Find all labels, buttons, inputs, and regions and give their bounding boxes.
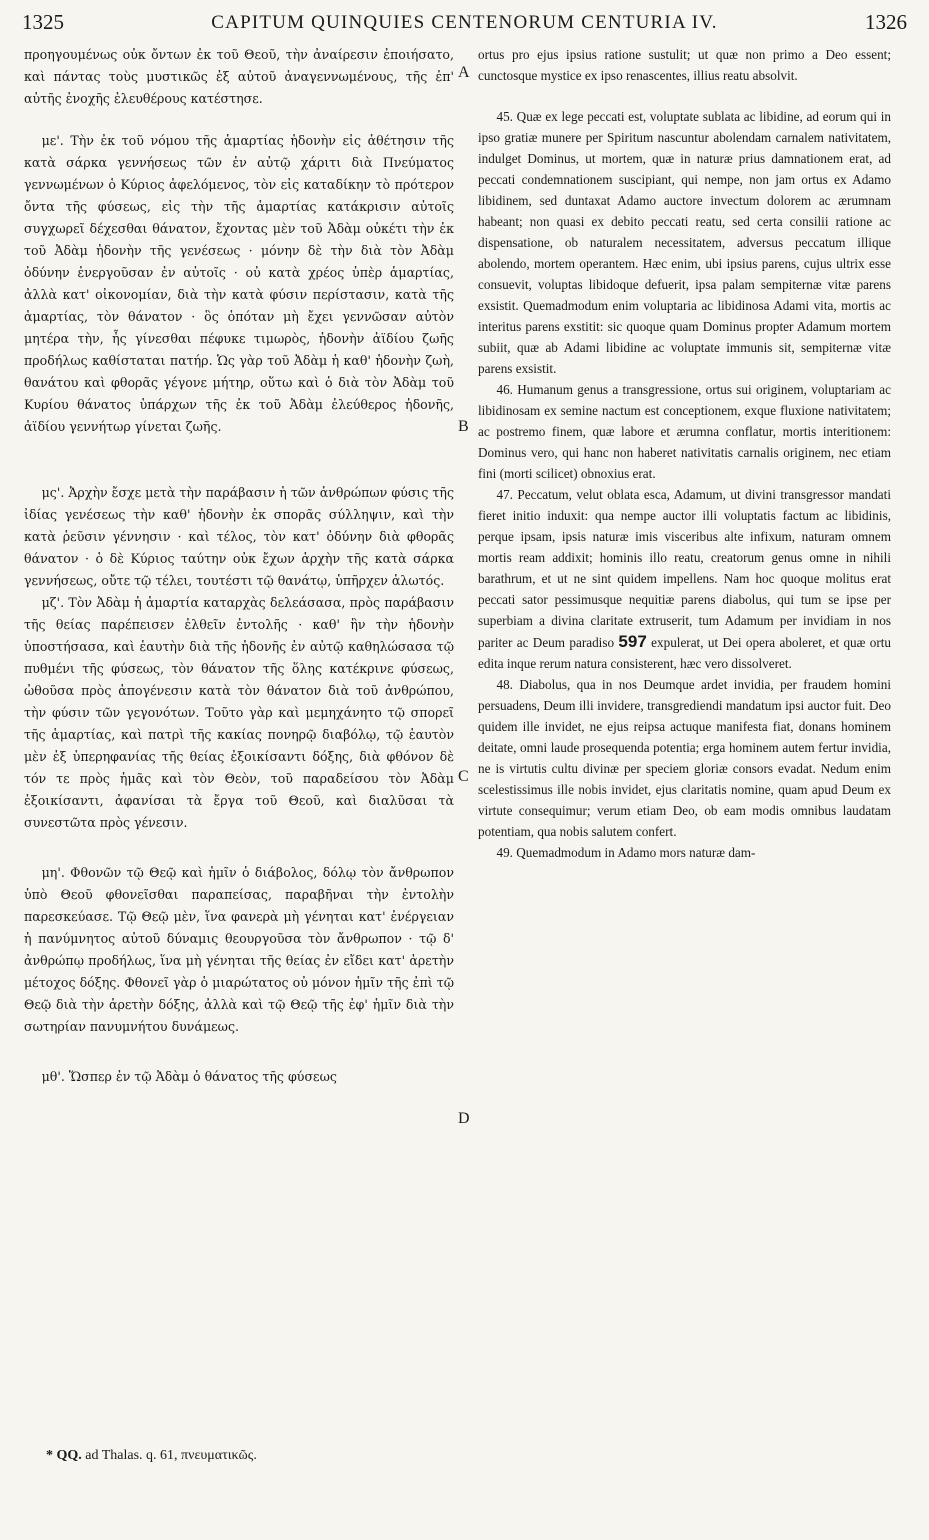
footnote-text: ad Thalas. q. 61, πνευματικῶς.	[85, 1448, 257, 1463]
running-title: CAPITUM QUINQUIES CENTENORUM CENTURIA IV.	[211, 12, 718, 33]
page-number-left: 1325	[22, 10, 64, 34]
greek-paragraph-49: μθ'. Ὥσπερ ἐν τῷ Ἀδὰμ ὁ θάνατος τῆς φύσεως	[41, 1069, 337, 1084]
margin-letter-a: A	[458, 64, 470, 81]
page-number-right: 1326	[865, 10, 907, 34]
footnote	[46, 1448, 257, 1464]
latin-paragraph-48: 48. Diabolus, qua in nos Deumque ardet invidia, per fraudem homini persuadens, Deum illi invidere, transgrediendi mandatum ipsi auctor fuit. Deo quidem ille invidet, ne ejus reipsa actuque manifesta fiat, donans hominem deitate, omni laude prosequenda potentia; erga hominem autem fertur invidia, ne is virtutis cultu divinæ per speciem gloriæ consors evadat. Nedum enim scelestissimus ille nobis invidet, ejus claritatis nomine, quam apud Deum ex virtute consequimur; verum etiam Deo, ob eam modis omnibus laudatam potentiam, qua nobis salutem confert.	[478, 677, 891, 839]
latin-paragraph-46: 46. Humanum genus a transgressione, ortus sui originem, voluptariam ac libidinosam ex semine nactum est conceptionem, exque fluxione nativitatem; ac postremo finem, quæ labore et ærumna conflatur, mortis interitionem: Dominus vero, qui hanc non haberet nativitatis carnalis originem, nec etiam fini (morti scilicet) obnoxius erat.	[478, 382, 891, 481]
greek-paragraph-47: μζ'. Τὸν Ἀδὰμ ἡ ἁμαρτία καταρχὰς δελεάσασα, πρὸς παράβασιν τῆς θείας παρέπεισεν ἐλθεῖν ἐντολῆς · καθ' ἣν τὴν ἡδονὴν ὑποστήσασα, καὶ ἑαυτὴν διὰ τῆς ἡδονῆς ἐν αὐτῷ καθηλώσασα τῷ πυθμένι τῆς φύσεως, τὸν θάνατον τῆς ὅλης κατέκρινε φύσεως, ὠθοῦσα πρὸς ἀπογένεσιν κατὰ τὸν θάνατον διὰ τοῦ ἀνθρώπου, τὴν φύσιν τῶν γεγονότων. Τοῦτο γὰρ καὶ μεμηχάνητο τῷ σπορεῖ τῆς ἁμαρτίας, καὶ πατρὶ τῆς κακίας πονηρῷ διαβόλῳ, τῷ ἑαυτὸν μὲν ἐξ ὑπερηφανίας τῆς θείας ἐξοικίσαντι δόξης, διὰ φθόνον δὲ τόν τε πρὸς ἡμᾶς καὶ τὸν Θεὸν, τοῦ παραδείσου τὸν Ἀδὰμ ἐξοικίσαντι, ἀφανίσαι τὰ ἔργα τοῦ Θεοῦ, καὶ διαλῦσαι τὰ συνεστῶτα πρὸς γένεσιν.	[24, 595, 454, 830]
margin-letter-d: D	[458, 1110, 470, 1127]
greek-column	[24, 44, 454, 1088]
latin-paragraph-47	[478, 484, 891, 674]
latin-paragraph-47-part-1: 47. Peccatum, velut oblata esca, Adamum, ut divini transgressor mandati fieret initio induxit: qua nempe auctor illi voluptatis factum ac libidinis, perque ipsam, ipsis naturæ imis visceribus alte infixum, naturam omnem mortis ream addixit; hominis illo reatu, creatorum genus omne in nihili barathrum, et ut ne sint quidem impellens. Nam hoc quoque molitus erat peccati sator pessimusque nequitiæ parens diabolus, qui tum se ipse per superbiam a divina claritate extruserit, tum Adamum per invidiam in nos pariter ac Deum paradiso	[478, 487, 891, 650]
latin-column	[478, 44, 891, 863]
greek-paragraph-48: μη'. Φθονῶν τῷ Θεῷ καὶ ἡμῖν ὁ διάβολος, δόλῳ τὸν ἄνθρωπον ὑπὸ Θεοῦ φθονεῖσθαι παραπείσας, παραβῆναι τὴν ἐντολὴν παρεσκεύασε. Τῷ Θεῷ μὲν, ἵνα φανερὰ μὴ γένηται κατ' ἐνέργειαν ἡ πανύμνητος αὐτοῦ δύναμις θεουργοῦσα τὸν ἄνθρωπον · τῷ δ' ἀνθρώπῳ προδήλως, ἵνα μὴ γένηται τῆς θείας ἐν εἴδει κατ' ἀρετὴν μέτοχος δόξης. Φθονεῖ γὰρ ὁ μιαρώτατος οὐ μόνον ἡμῖν τῆς ἐπὶ τῷ Θεῷ διὰ τὴν ἀρετὴν δόξης, ἀλλὰ καὶ τῷ Θεῷ τῆς ἐφ' ἡμῖν διὰ τὴν σωτηρίαν πανυμνήτου δυνάμεως.	[24, 865, 454, 1034]
latin-paragraph-47-part-2: expulerat, ut Dei opera aboleret, et quæ ortu edita inque rerum natura consisterent, hæc vero dissolveret.	[478, 635, 892, 671]
margin-letter-b: B	[458, 418, 469, 435]
running-header	[22, 8, 907, 38]
latin-paragraph-45: 45. Quæ ex lege peccati est, voluptate sublata ac libidine, ad eorum qui in ipso gratiæ munere per Spiritum nascuntur abolendam carnalem nativitatem, indulget Dominus, ut mortem, quæ in naturæ prius damnationem erat, ad peccati condemnationem suscipiant, qui nempe, non jam ortus ex Adamo libidinem, sed duntaxat Adamo auctore invectum dolorem ac ærumnam habeant; non quasi ex debito peccati reatu, sed certa consilii ratione ac dispensatione, ob naturalem necessitatem, adversus peccatum illique abolendo, mortem operantem. Hæc enim, ubi ipsius parens, cujus ultrix esse consuevit, voluptas libidoque defuerit, ipsa palam sempiternæ vitæ parens exsistit. Quemadmodum enim voluptaria ac libidinosa Adami vita, mortis ac interitus parens exstitit: sic quoque quam Dominus propter Adamum mortem subiit, quæ ab Adami libidine ac voluptate immunis sit, sempiternæ vitæ parens exsistit.	[478, 109, 891, 376]
latin-paragraph-49: 49. Quemadmodum in Adamo mors naturæ dam-	[496, 845, 756, 860]
footnote-ref: * QQ.	[46, 1448, 82, 1463]
margin-letter-c: C	[458, 768, 469, 785]
greek-paragraph-44-end: προηγουμένως οὐκ ὄντων ἐκ τοῦ Θεοῦ, τὴν ἀναίρεσιν ἐποιήσατο, καὶ πάντας τοὺς μυστικῶς ἐξ αὐτοῦ ἀναγεννωμένους, τῆς ἐπ' αὐτῆς ἐνοχῆς ἐλευθέρους κατέστησε.	[24, 47, 454, 106]
greek-paragraph-45: με'. Τὴν ἐκ τοῦ νόμου τῆς ἁμαρτίας ἡδονὴν εἰς ἀθέτησιν τῆς κατὰ σάρκα γεννήσεως τῶν ἐν αὐτῷ χάριτι διὰ Πνεύματος γεννωμένων ὁ Κύριος ἀφελόμενος, τὸν εἰς καταδίκην τὸ πρότερον ὄντα τῆς φύσεως, εἰς τὴν τῆς ἁμαρτίας κατάκρισιν αὐτοῖς συγχωρεῖ δέχεσθαι θάνατον, ἔχοντας μὲν τοῦ Ἀδὰμ οὐκέτι τὴν ἐκ τοῦ Ἀδὰμ ἡδονὴν τῆς γενέσεως · μόνην δὲ τὴν διὰ τὸν Ἀδὰμ ὀδύνην ἐνεργοῦσαν ἐν αὐτοῖς · οὐ κατὰ χρέος ὑπὲρ ἁμαρτίας, ἀλλὰ κατ' οἰκονομίαν, διὰ τὴν κατὰ φύσιν περίστασιν, κατὰ τῆς ἁμαρτίας, τὸν θάνατον · ὃς ὁπόταν μὴ ἔχει γεννῶσαν αὐτὸν μητέρα τὴν, ἧς γίνεσθαι πέφυκε τιμωρὸς, ἡδονὴν ἀϊδίου ζωῆς προδήλως καθίσταται πατήρ. Ὡς γὰρ τοῦ Ἀδὰμ ἡ καθ' ἡδονὴν ζωὴ, θανάτου καὶ φθορᾶς γέγονε μήτηρ, οὕτω καὶ ὁ διὰ τὸν Ἀδὰμ τοῦ Κυρίου θάνατος ὑπάρχων τῆς ἐκ τοῦ Ἀδὰμ ἐλεύθερος ἡδονῆς, ἀϊδίου γεννήτωρ γίνεται ζωῆς.	[24, 133, 454, 434]
page-marker: 597	[618, 632, 647, 651]
greek-paragraph-46: μς'. Ἀρχὴν ἔσχε μετὰ τὴν παράβασιν ἡ τῶν ἀνθρώπων φύσις τῆς ἰδίας γενέσεως τὴν καθ' ἡδονὴν ἐκ σπορᾶς σύλληψιν, καὶ τὴν κατὰ ῥεῦσιν γέννησιν · καὶ τέλος, τὸν κατ' ὀδύνην διὰ φθορᾶς θάνατον · ὁ δὲ Κύριος ταύτην οὐκ ἔχων ἀρχὴν τῆς κατὰ σάρκα γεννήσεως, οὔτε τῷ τέλει, τουτέστι τῷ θανάτῳ, ὑπῆρχεν ἁλωτός.	[24, 485, 454, 588]
latin-paragraph-44-end: ortus pro ejus ipsius ratione sustulit; ut quæ non primo a Deo essent; cunctosque mystice ex ipso renascentes, illius reatu absolvit.	[478, 47, 891, 83]
